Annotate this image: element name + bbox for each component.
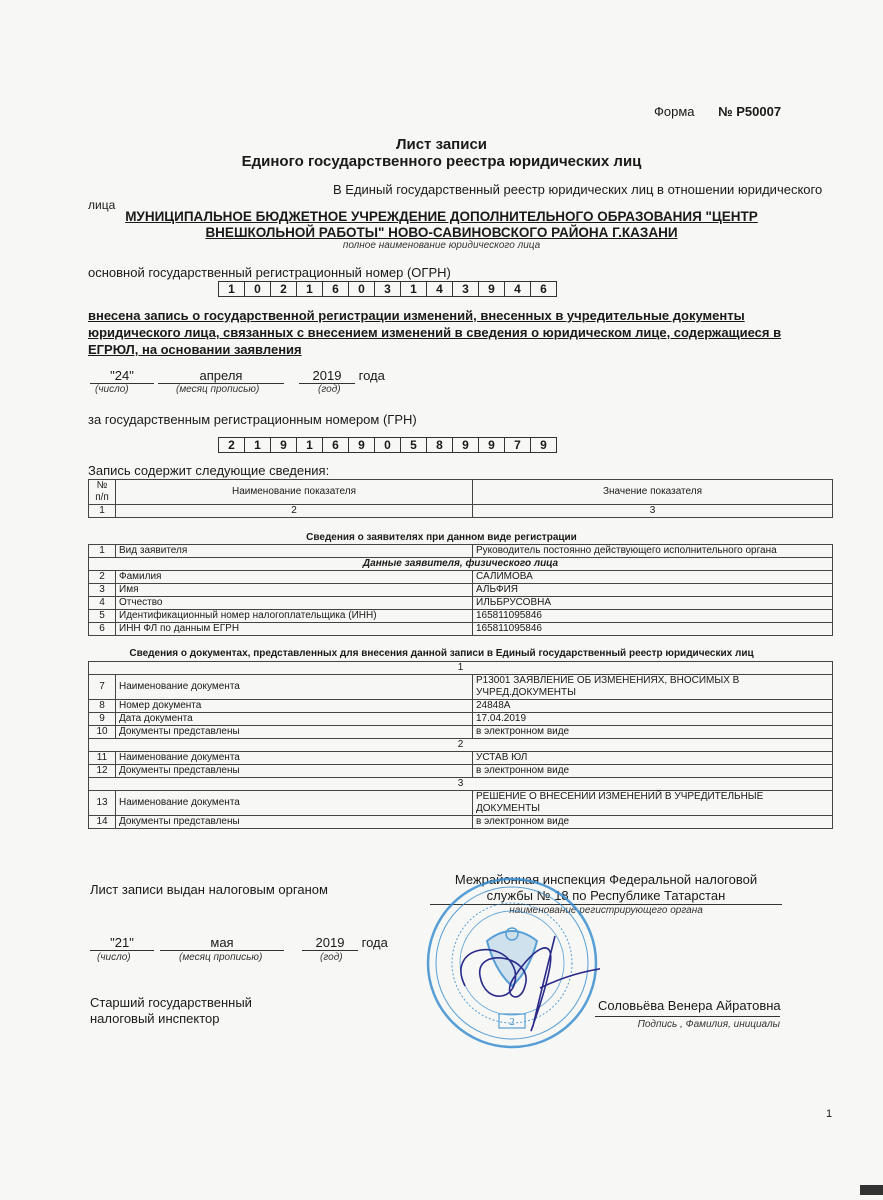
row-number: 14 xyxy=(89,816,116,829)
grn-digit: 0 xyxy=(375,438,401,452)
row-name: Наименование документа xyxy=(116,752,473,765)
group-row xyxy=(89,662,833,675)
ogrn-digit: 9 xyxy=(479,282,505,296)
form-code: № Р50007 xyxy=(718,104,782,119)
grn-digit: 2 xyxy=(219,438,245,452)
header-col-number: № п/п xyxy=(89,480,116,505)
row-name: Имя xyxy=(116,584,473,597)
position-line1: Старший государственный xyxy=(90,995,252,1010)
row-value: Руководитель постоянно действующего исполнительного органа xyxy=(473,545,833,558)
row-number: 12 xyxy=(89,765,116,778)
table-row xyxy=(89,726,833,739)
group-label: 1 xyxy=(89,662,833,675)
row-name: Наименование документа xyxy=(116,675,473,700)
ogrn-digit: 6 xyxy=(540,282,547,296)
record-day-value: "24" xyxy=(90,368,154,384)
organization-name-line1: МУНИЦИПАЛЬНОЕ БЮДЖЕТНОЕ УЧРЕЖДЕНИЕ ДОПОЛНИТЕЛЬНОГО ОБРАЗОВАНИЯ "ЦЕНТР xyxy=(125,209,758,224)
document-title: Лист записи xyxy=(395,136,488,153)
grn-digit: 1 xyxy=(297,438,323,452)
row-value: САЛИМОВА xyxy=(473,571,833,584)
table-row xyxy=(89,584,833,597)
record-day xyxy=(90,368,154,384)
ogrn-digit: 0 xyxy=(245,282,271,296)
header-col-value: Значение показателя xyxy=(473,480,833,505)
ogrn-digits xyxy=(218,281,557,297)
issue-year-value: 2019 xyxy=(302,935,358,951)
row-name: Документы представлены xyxy=(116,816,473,829)
row-name: Документы представлены xyxy=(116,765,473,778)
grn-digit: 8 xyxy=(427,438,453,452)
issue-year-caption: (год) xyxy=(320,952,343,963)
scan-edge-mark xyxy=(860,1185,883,1195)
record-year-value: 2019 xyxy=(299,368,355,384)
applicants-table xyxy=(88,544,833,636)
document-subtitle: Единого государственного реестра юридических лиц xyxy=(241,153,642,170)
group-row xyxy=(89,739,833,752)
ogrn-digit: 4 xyxy=(427,282,453,296)
stamp-number: 2 xyxy=(509,1016,515,1028)
row-number: 13 xyxy=(89,791,116,816)
grn-digit: 9 xyxy=(349,438,375,452)
group-label: 3 xyxy=(89,778,833,791)
row-number: 10 xyxy=(89,726,116,739)
documents-table xyxy=(88,661,833,829)
contents-header-table xyxy=(88,479,833,518)
issue-year-suffix: года xyxy=(361,935,388,950)
ogrn-digit: 0 xyxy=(349,282,375,296)
grn-digit: 9 xyxy=(540,438,547,452)
row-value: 17.04.2019 xyxy=(473,713,833,726)
record-year xyxy=(299,368,385,384)
documents-title: Сведения о документах, представленных для внесения данной записи в Единый государственный реестр юридических лиц xyxy=(129,648,754,659)
position-line2: налоговый инспектор xyxy=(90,1011,220,1026)
row-number: 7 xyxy=(89,675,116,700)
record-year-caption: (год) xyxy=(318,384,341,395)
row-value: АЛЬФИЯ xyxy=(473,584,833,597)
row-value: Р13001 ЗАЯВЛЕНИЕ ОБ ИЗМЕНЕНИЯХ, ВНОСИМЫХ В УЧРЕД.ДОКУМЕНТЫ xyxy=(473,675,833,700)
authority-caption: наименование регистрирующего органа xyxy=(509,905,703,916)
header-number-row xyxy=(89,505,833,518)
applicants-title: Сведения о заявителях при данном виде регистрации xyxy=(306,532,577,543)
row-value: в электронном виде xyxy=(473,765,833,778)
record-month-value: апреля xyxy=(158,368,284,384)
intro-continuation: лица xyxy=(88,198,116,212)
row-value: ИЛЬБРУСОВНА xyxy=(473,597,833,610)
table-row xyxy=(89,752,833,765)
table-row xyxy=(89,765,833,778)
form-label: Форма xyxy=(654,104,695,119)
header-row xyxy=(89,480,833,505)
ogrn-digit: 4 xyxy=(505,282,531,296)
row-name: Дата документа xyxy=(116,713,473,726)
row-name: Отчество xyxy=(116,597,473,610)
organization-name-line2: ВНЕШКОЛЬНОЙ РАБОТЫ" НОВО-САВИНОВСКОГО РАЙОНА Г.КАЗАНИ xyxy=(205,225,678,240)
table-row xyxy=(89,610,833,623)
row-number: 5 xyxy=(89,610,116,623)
issue-month xyxy=(160,935,284,951)
intro-text: В Единый государственный реестр юридических лиц в отношении юридического xyxy=(333,182,823,197)
table-row xyxy=(89,791,833,816)
row-number: 4 xyxy=(89,597,116,610)
authority-line2: службы № 18 по Республике Татарстан xyxy=(486,888,726,903)
decision-text: внесена запись о государственной регистрации изменений, внесенных в учредительные документы юридического лица, связанных с внесением изменений в сведения о юридическом лице, содержащиеся в ЕГРЮЛ, на основании заявления xyxy=(88,308,782,357)
table-row xyxy=(89,623,833,636)
grn-digits xyxy=(218,437,557,453)
grn-digit: 6 xyxy=(323,438,349,452)
subheader-row xyxy=(89,558,833,571)
row-name: ИНН ФЛ по данным ЕГРН xyxy=(116,623,473,636)
table-row xyxy=(89,597,833,610)
row-number: 1 xyxy=(89,545,116,558)
row-value: 165811095846 xyxy=(473,610,833,623)
applicant-subheader: Данные заявителя, физического лица xyxy=(89,558,833,571)
row-value: в электронном виде xyxy=(473,726,833,739)
issue-day-caption: (число) xyxy=(97,952,131,963)
issued-label: Лист записи выдан налоговым органом xyxy=(90,882,328,897)
table-row xyxy=(89,816,833,829)
ogrn-digit: 6 xyxy=(323,282,349,296)
issue-day-value: "21" xyxy=(90,935,154,951)
row-name: Фамилия xyxy=(116,571,473,584)
ogrn-digit: 3 xyxy=(375,282,401,296)
row-number: 9 xyxy=(89,713,116,726)
record-month xyxy=(158,368,284,384)
table-row xyxy=(89,571,833,584)
row-name: Идентификационный номер налогоплательщика (ИНН) xyxy=(116,610,473,623)
official-stamp-icon xyxy=(425,876,600,1051)
table-row xyxy=(89,675,833,700)
header-num-3: 3 xyxy=(473,505,833,518)
issue-month-caption: (месяц прописью) xyxy=(179,952,263,963)
signature-caption: Подпись , Фамилия, инициалы xyxy=(637,1019,780,1030)
grn-digit: 7 xyxy=(505,438,531,452)
row-name: Вид заявителя xyxy=(116,545,473,558)
signer-name: Соловьёва Венера Айратовна xyxy=(598,998,781,1013)
header-num-1: 1 xyxy=(89,505,116,518)
row-number: 11 xyxy=(89,752,116,765)
row-value: в электронном виде xyxy=(473,816,833,829)
table-row xyxy=(89,545,833,558)
grn-digit: 1 xyxy=(245,438,271,452)
row-number: 8 xyxy=(89,700,116,713)
record-year-suffix: года xyxy=(358,368,385,383)
row-value: РЕШЕНИЕ О ВНЕСЕНИИ ИЗМЕНЕНИЙ В УЧРЕДИТЕЛЬНЫЕ ДОКУМЕНТЫ xyxy=(473,791,833,816)
group-label: 2 xyxy=(89,739,833,752)
grn-label: за государственным регистрационным номером (ГРН) xyxy=(88,412,417,427)
organization-caption: полное наименование юридического лица xyxy=(342,240,541,251)
ogrn-digit: 1 xyxy=(219,282,245,296)
row-value: УСТАВ ЮЛ xyxy=(473,752,833,765)
row-number: 2 xyxy=(89,571,116,584)
record-month-caption: (месяц прописью) xyxy=(176,384,260,395)
record-day-caption: (число) xyxy=(95,384,129,395)
header-num-2: 2 xyxy=(116,505,473,518)
issue-month-value: мая xyxy=(160,935,284,951)
row-value: 24848А xyxy=(473,700,833,713)
table-row xyxy=(89,700,833,713)
ogrn-digit: 2 xyxy=(271,282,297,296)
table-row xyxy=(89,713,833,726)
authority-line1: Межрайонная инспекция Федеральной налоговой xyxy=(454,872,758,887)
grn-digit: 9 xyxy=(271,438,297,452)
row-name: Наименование документа xyxy=(116,791,473,816)
row-name: Документы представлены xyxy=(116,726,473,739)
page-number: 1 xyxy=(826,1108,833,1120)
inspector-position xyxy=(90,995,252,1027)
issue-year xyxy=(302,935,388,951)
row-number: 6 xyxy=(89,623,116,636)
header-col-name: Наименование показателя xyxy=(116,480,473,505)
ogrn-digit: 1 xyxy=(297,282,323,296)
row-value: 165811095846 xyxy=(473,623,833,636)
ogrn-digit: 1 xyxy=(401,282,427,296)
grn-digit: 9 xyxy=(479,438,505,452)
grn-digit: 9 xyxy=(453,438,479,452)
grn-digit: 5 xyxy=(401,438,427,452)
row-number: 3 xyxy=(89,584,116,597)
issue-day xyxy=(90,935,154,951)
ogrn-label: основной государственный регистрационный номер (ОГРН) xyxy=(88,265,451,280)
contents-label: Запись содержит следующие сведения: xyxy=(88,463,330,478)
form-number xyxy=(654,104,781,119)
group-row xyxy=(89,778,833,791)
ogrn-digit: 3 xyxy=(453,282,479,296)
signature-underline xyxy=(595,1016,780,1017)
row-name: Номер документа xyxy=(116,700,473,713)
